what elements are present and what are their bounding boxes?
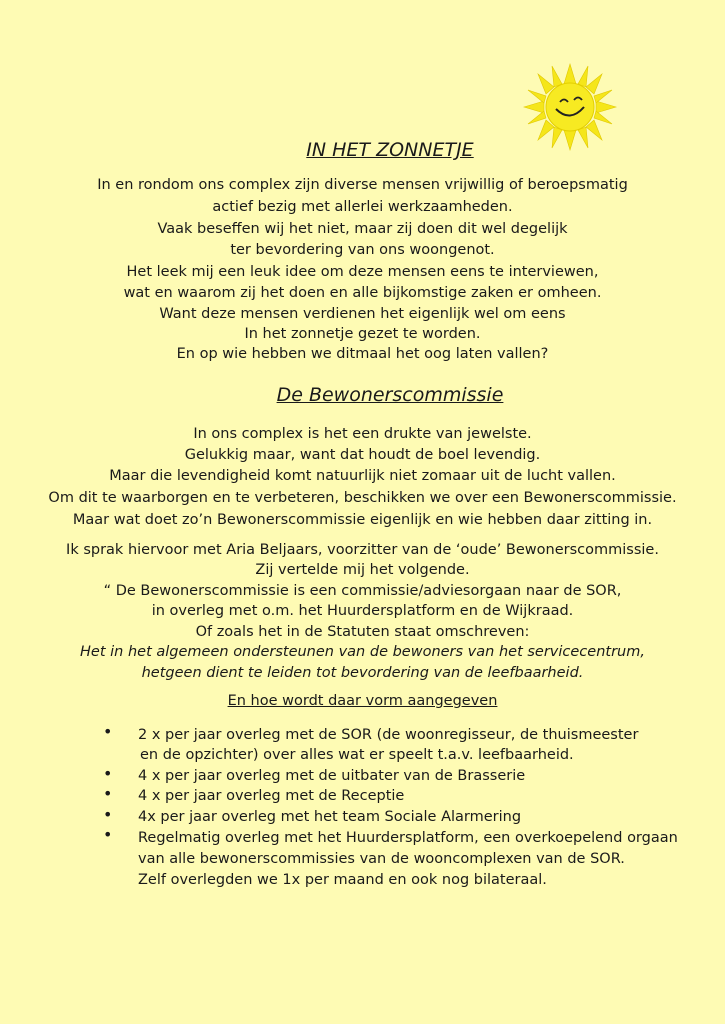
list-item-line: Zelf overlegden we 1x per maand en ook nog bilateraal. <box>138 872 547 888</box>
bullet-marker: • <box>103 722 113 741</box>
para1-line: Om dit te waarborgen en te verbeteren, beschikken we over een Bewonerscommissie. <box>48 490 677 506</box>
intro-line: In het zonnetje gezet te worden. <box>244 326 481 342</box>
list-item-line: 4 x per jaar overleg met de uitbater van de Brasserie <box>138 768 526 784</box>
para1-line: In ons complex is het een drukte van jewelste. <box>193 426 532 442</box>
intro-line: In en rondom ons complex zijn diverse mensen vrijwillig of beroepsmatig <box>97 177 628 193</box>
list-heading: En hoe wordt daar vorm aangegeven <box>227 693 498 709</box>
bullet-marker: • <box>103 784 113 803</box>
list-item-line: 4 x per jaar overleg met de Receptie <box>138 788 405 804</box>
list-item-line: 4x per jaar overleg met het team Sociale Alarmering <box>138 809 522 825</box>
para2-line: Of zoals het in de Statuten staat omschreven: <box>195 624 530 640</box>
intro-line: wat en waarom zij het doen en alle bijkomstige zaken er omheen. <box>123 285 602 301</box>
section-heading: De Bewonerscommissie <box>276 384 504 406</box>
intro-line: actief bezig met allerlei werkzaamheden. <box>212 199 513 215</box>
list-item-line: van alle bewonerscommissies van de wooncomplexen van de SOR. <box>138 851 625 867</box>
para2-line: in overleg met o.m. het Huurdersplatform en de Wijkraad. <box>151 603 574 619</box>
bullet-marker: • <box>103 825 113 844</box>
smiling-sun-icon <box>520 62 620 152</box>
quote-line: hetgeen dient te leiden tot bevordering van de leefbaarheid. <box>141 665 584 681</box>
list-item-line: 2 x per jaar overleg met de SOR (de woonregisseur, de thuismeester <box>138 727 639 743</box>
para1-line: Gelukkig maar, want dat houdt de boel levendig. <box>184 447 541 463</box>
bullet-marker: • <box>103 764 113 783</box>
intro-line: Vaak beseffen wij het niet, maar zij doen dit wel degelijk <box>157 221 568 237</box>
quote-line: Het in het algemeen ondersteunen van de bewoners van het servicecentrum, <box>80 644 645 660</box>
list-item-line: en de opzichter) over alles wat er speelt t.a.v. leefbaarheid. <box>140 747 574 763</box>
para1-line: Maar die levendigheid komt natuurlijk niet zomaar uit de lucht vallen. <box>109 468 616 484</box>
bullet-marker: • <box>103 805 113 824</box>
intro-line: Want deze mensen verdienen het eigenlijk wel om eens <box>159 306 566 322</box>
page-title: IN HET ZONNETJE <box>306 139 474 161</box>
list-item-line: Regelmatig overleg met het Huurdersplatform, een overkoepelend orgaan <box>138 830 678 846</box>
intro-line: En op wie hebben we ditmaal het oog laten vallen? <box>176 346 549 362</box>
para1-line: Maar wat doet zo’n Bewonerscommissie eigenlijk en wie hebben daar zitting in. <box>72 512 653 528</box>
para2-line: “ De Bewonerscommissie is een commissie/adviesorgaan naar de SOR, <box>103 583 622 599</box>
intro-line: ter bevordering van ons woongenot. <box>230 242 495 258</box>
para2-line: Zij vertelde mij het volgende. <box>255 562 470 578</box>
para2-line: Ik sprak hiervoor met Aria Beljaars, voorzitter van de ‘oude’ Bewonerscommissie. <box>66 542 659 558</box>
intro-line: Het leek mij een leuk idee om deze mensen eens te interviewen, <box>126 264 599 280</box>
